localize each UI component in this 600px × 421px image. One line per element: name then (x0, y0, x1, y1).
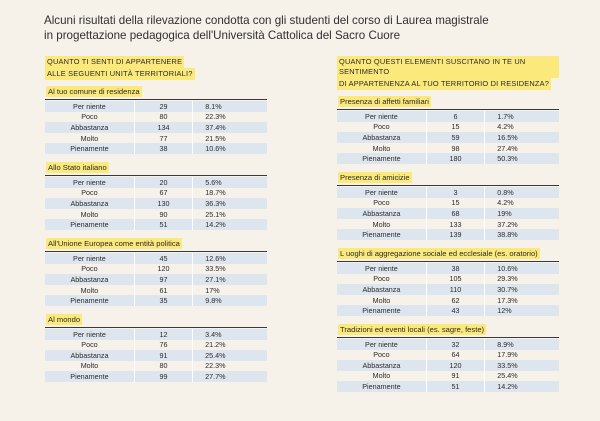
table-row (45, 133, 267, 144)
divider (337, 261, 559, 262)
response-label: Per niente (337, 263, 426, 274)
response-label: Molto (337, 295, 426, 306)
section-title-text: Allo Stato italiano (48, 162, 107, 172)
percent-cell: 10.6% (485, 263, 559, 274)
response-label: Molto (45, 209, 134, 220)
section-title-text: Presenza di amicizie (340, 172, 410, 182)
table-row (337, 198, 559, 209)
percent-cell: 12% (485, 305, 559, 316)
page-title-line1: Alcuni risultati della rilevazione condotta con gli studenti del corso di Laurea magistrale (44, 14, 489, 27)
response-label: Poco (45, 264, 134, 275)
table-row (45, 264, 267, 275)
frequency-table (45, 253, 267, 306)
percent-cell: 22.3% (193, 112, 267, 123)
response-label: Poco (337, 350, 426, 361)
section-title (337, 249, 559, 259)
response-label: Pienamente (45, 295, 134, 306)
response-label: Molto (45, 361, 134, 372)
table-row (45, 112, 267, 123)
table-section (45, 87, 267, 154)
section-title (45, 87, 267, 97)
table-row (337, 274, 559, 285)
count-cell: 59 (426, 132, 484, 143)
percent-cell: 3.4% (193, 329, 267, 340)
table-row (337, 371, 559, 382)
response-label: Molto (337, 143, 426, 154)
table-row (45, 274, 267, 285)
count-cell: 62 (426, 295, 484, 306)
response-label: Abbastanza (45, 122, 134, 133)
count-cell: 134 (134, 122, 192, 133)
table-row (45, 329, 267, 340)
count-cell: 35 (134, 295, 192, 306)
divider (45, 251, 267, 252)
section-title-text: L uoghi di aggregazione sociale ed ecclesiale (es. oratorio) (340, 248, 538, 258)
count-cell: 20 (134, 177, 192, 188)
divider (45, 175, 267, 176)
count-cell: 64 (426, 350, 484, 361)
table-row (337, 132, 559, 143)
response-label: Pienamente (337, 381, 426, 392)
count-cell: 32 (426, 339, 484, 350)
divider (45, 99, 267, 100)
divider (337, 109, 559, 110)
section-title-text: Presenza di affetti familiari (340, 97, 429, 106)
count-cell: 80 (134, 361, 192, 372)
percent-cell: 17% (193, 285, 267, 296)
response-label: Per niente (337, 187, 426, 198)
percent-cell: 33.5% (485, 360, 559, 371)
response-label: Abbastanza (45, 350, 134, 361)
table-section (45, 239, 267, 306)
response-label: Per niente (337, 111, 426, 122)
percent-cell: 4.2% (485, 122, 559, 133)
percent-cell: 17.9% (485, 350, 559, 361)
frequency-table (337, 187, 559, 240)
table-row (337, 263, 559, 274)
table-row (337, 381, 559, 392)
frequency-table (337, 263, 559, 316)
count-cell: 15 (426, 122, 484, 133)
page-title (44, 13, 564, 43)
frequency-table (45, 101, 267, 154)
table-row (337, 111, 559, 122)
page-title-line2: in progettazione pedagogica dell'Università Cattolica del Sacro Cuore (44, 29, 401, 42)
response-label: Molto (337, 371, 426, 382)
response-label: Molto (45, 285, 134, 296)
count-cell: 51 (426, 381, 484, 392)
table-row (337, 295, 559, 306)
count-cell: 130 (134, 198, 192, 209)
percent-cell: 19% (485, 208, 559, 219)
table-section (45, 315, 267, 382)
percent-cell: 25.4% (193, 350, 267, 361)
table-row (45, 350, 267, 361)
table-row (337, 219, 559, 230)
section-title (337, 325, 559, 335)
table-row (337, 122, 559, 133)
percent-cell: 12.6% (193, 253, 267, 264)
response-label: Abbastanza (337, 284, 426, 295)
percent-cell: 36.3% (193, 198, 267, 209)
table-row (45, 295, 267, 306)
response-label: Poco (45, 112, 134, 123)
percent-cell: 25.1% (193, 209, 267, 220)
response-label: Per niente (337, 339, 426, 350)
percent-cell: 18.7% (193, 188, 267, 199)
response-label: Poco (337, 198, 426, 209)
frequency-table (337, 339, 559, 392)
response-label: Molto (337, 219, 426, 230)
response-label: Pienamente (45, 219, 134, 230)
percent-cell: 37.4% (193, 122, 267, 133)
count-cell: 68 (426, 208, 484, 219)
response-label: Poco (45, 188, 134, 199)
count-cell: 38 (426, 263, 484, 274)
response-label: Pienamente (337, 153, 426, 164)
percent-cell: 27.1% (193, 274, 267, 285)
count-cell: 90 (134, 209, 192, 220)
count-cell: 99 (134, 371, 192, 382)
table-row (45, 285, 267, 296)
question-heading (337, 56, 559, 90)
table-section (337, 97, 559, 164)
table-row (337, 153, 559, 164)
percent-cell: 16.5% (485, 132, 559, 143)
percent-cell: 25.4% (485, 371, 559, 382)
percent-cell: 50.3% (485, 153, 559, 164)
count-cell: 12 (134, 329, 192, 340)
table-section (337, 173, 559, 240)
response-label: Per niente (45, 329, 134, 340)
percent-cell: 33.5% (193, 264, 267, 275)
table-row (337, 360, 559, 371)
table-row (337, 305, 559, 316)
response-label: Per niente (45, 177, 134, 188)
percent-cell: 21.5% (193, 133, 267, 144)
table-row (45, 253, 267, 264)
response-label: Abbastanza (337, 208, 426, 219)
section-title (337, 173, 559, 183)
percent-cell: 10.6% (193, 143, 267, 154)
section-title (45, 315, 267, 325)
response-label: Molto (45, 133, 134, 144)
table-section (337, 249, 559, 316)
count-cell: 77 (134, 133, 192, 144)
response-label: Poco (337, 274, 426, 285)
response-label: Pienamente (337, 229, 426, 240)
column-territorial-belonging (45, 56, 267, 391)
response-label: Poco (337, 122, 426, 133)
count-cell: 61 (134, 285, 192, 296)
frequency-table (45, 177, 267, 230)
table-row (337, 339, 559, 350)
percent-cell: 9.8% (193, 295, 267, 306)
sections (45, 87, 267, 382)
count-cell: 105 (426, 274, 484, 285)
table-row (45, 371, 267, 382)
percent-cell: 37.2% (485, 219, 559, 230)
count-cell: 43 (426, 305, 484, 316)
response-label: Abbastanza (337, 132, 426, 143)
percent-cell: 14.2% (485, 381, 559, 392)
table-row (45, 122, 267, 133)
percent-cell: 38.8% (485, 229, 559, 240)
divider (337, 337, 559, 338)
table-row (337, 143, 559, 154)
response-label: Abbastanza (337, 360, 426, 371)
table-row (45, 198, 267, 209)
response-label: Pienamente (45, 143, 134, 154)
count-cell: 120 (426, 360, 484, 371)
table-row (45, 177, 267, 188)
percent-cell: 14.2% (193, 219, 267, 230)
section-title-text: Al mondo (48, 314, 81, 324)
count-cell: 45 (134, 253, 192, 264)
percent-cell: 21.2% (193, 340, 267, 351)
percent-cell: 30.7% (485, 284, 559, 295)
table-row (45, 209, 267, 220)
percent-cell: 8.1% (193, 101, 267, 112)
table-row (337, 284, 559, 295)
percent-cell: 5.6% (193, 177, 267, 188)
count-cell: 51 (134, 219, 192, 230)
count-cell: 67 (134, 188, 192, 199)
count-cell: 139 (426, 229, 484, 240)
percent-cell: 29.3% (485, 274, 559, 285)
table-row (45, 143, 267, 154)
count-cell: 6 (426, 111, 484, 122)
section-title (337, 97, 559, 107)
frequency-table (45, 329, 267, 382)
table-row (45, 101, 267, 112)
percent-cell: 8.9% (485, 339, 559, 350)
table-section (45, 163, 267, 230)
count-cell: 15 (426, 198, 484, 209)
frequency-table (337, 111, 559, 164)
section-title-text: All'Unione Europea come entità politica (48, 238, 180, 248)
question-line1: QUANTO TI SENTI DI APPARTENERE (47, 57, 183, 66)
column-belonging-elements (337, 56, 559, 401)
section-title-text: Tradizioni ed eventi locali (es. sagre, feste) (340, 324, 485, 334)
question-heading (45, 56, 267, 80)
divider (45, 327, 267, 328)
table-section (337, 325, 559, 392)
section-title-text: Al tuo comune di residenza (48, 87, 140, 96)
percent-cell: 27.7% (193, 371, 267, 382)
sections (337, 97, 559, 392)
table-row (337, 229, 559, 240)
count-cell: 98 (426, 143, 484, 154)
count-cell: 29 (134, 101, 192, 112)
count-cell: 110 (426, 284, 484, 295)
table-row (337, 350, 559, 361)
count-cell: 91 (134, 350, 192, 361)
percent-cell: 4.2% (485, 198, 559, 209)
percent-cell: 0.8% (485, 187, 559, 198)
section-title (45, 163, 267, 173)
count-cell: 80 (134, 112, 192, 123)
percent-cell: 17.3% (485, 295, 559, 306)
table-row (337, 187, 559, 198)
count-cell: 97 (134, 274, 192, 285)
count-cell: 3 (426, 187, 484, 198)
divider (337, 185, 559, 186)
response-label: Poco (45, 340, 134, 351)
table-row (337, 208, 559, 219)
response-label: Abbastanza (45, 274, 134, 285)
count-cell: 180 (426, 153, 484, 164)
section-title (45, 239, 267, 249)
table-row (45, 219, 267, 230)
count-cell: 120 (134, 264, 192, 275)
count-cell: 133 (426, 219, 484, 230)
question-line2: DI APPARTENENZA AL TUO TERRITORIO DI RESIDENZA? (339, 79, 550, 88)
percent-cell: 1.7% (485, 111, 559, 122)
question-line2: ALLE SEGUENTI UNITÀ TERRITORIALI? (47, 69, 193, 78)
response-label: Per niente (45, 253, 134, 264)
table-row (45, 188, 267, 199)
response-label: Pienamente (337, 305, 426, 316)
question-line1: QUANTO QUESTI ELEMENTI SUSCITANO IN TE UN SENTIMENTO (337, 56, 559, 78)
percent-cell: 27.4% (485, 143, 559, 154)
count-cell: 76 (134, 340, 192, 351)
response-label: Abbastanza (45, 198, 134, 209)
count-cell: 91 (426, 371, 484, 382)
count-cell: 38 (134, 143, 192, 154)
table-row (45, 361, 267, 372)
response-label: Pienamente (45, 371, 134, 382)
table-row (45, 340, 267, 351)
response-label: Per niente (45, 101, 134, 112)
percent-cell: 22.3% (193, 361, 267, 372)
